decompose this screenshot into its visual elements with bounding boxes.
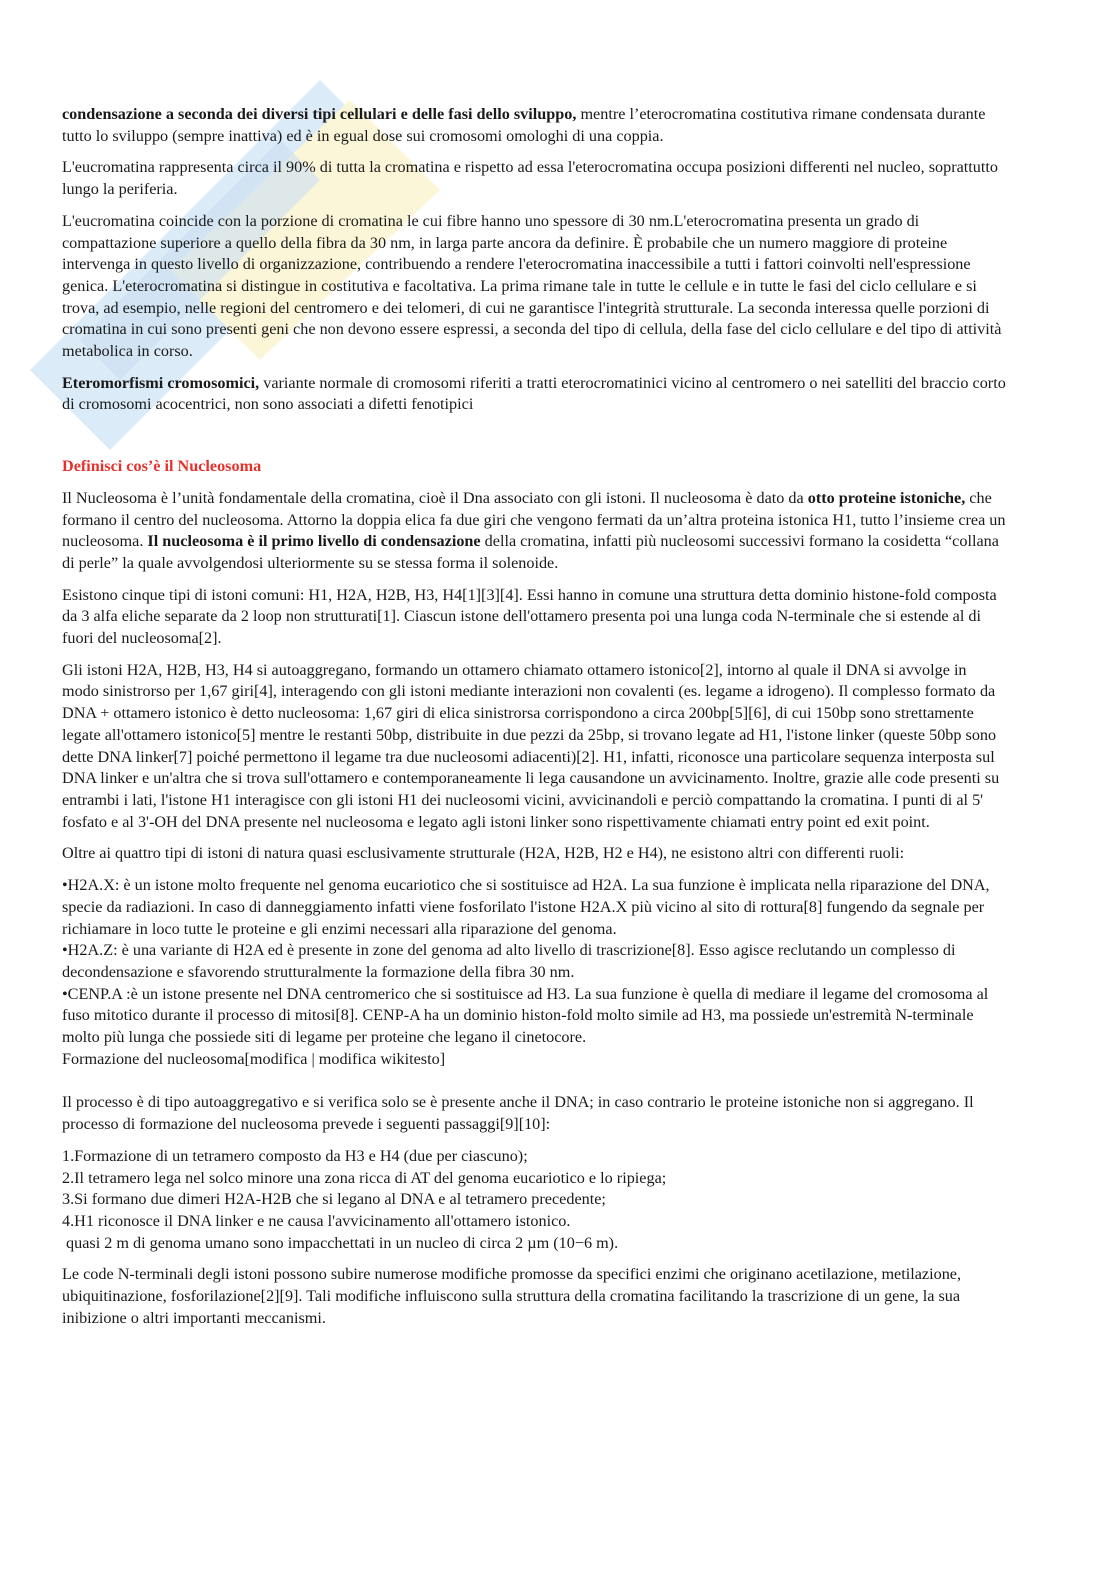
list-item: •H2A.X: è un istone molto frequente nel genoma eucariotico che si sostituisce ad H2A. La sua funzione è implicata nella riparazione del DNA, specie da radiazioni. In caso di danneggiamento infatti viene fosforilato l'istone H2A.X più vicino al sito di rottura[8] fungendo da segnale per richiamare in loco tutte le proteine e gli enzimi necessari alla riparazione del genoma. [62,876,990,938]
paragraph-euchromatin-fiber: L'eucromatina coincide con la porzione di cromatina le cui fibre hanno uno spessore di 30 nm.L'eterocromatina presenta un grado di compattazione superiore a quello della fibra da 30 nm, in larga parte ancora da definire. È probabile che un numero maggiore di proteine intervenga in questo livello di organizzazione, contribuendo a rendere l'eterocromatina inaccessibile a tutti i fattori coinvolti nell'espressione genica. L'eterocromatina si distingue in costitutiva e facoltativa. La prima rimane tale in tutte le cellule e in tutte le fasi del ciclo cellulare e si trova, ad esempio, nelle regioni del centromero e dei telomeri, di cui ne garantisce l'integrità strutturale. La seconda interessa quelle porzioni di cromatina in cui sono presenti geni che non devono essere espressi, a seconda del tipo di cellula, della fase del ciclo cellulare e del tipo di attività metabolica in corso. [62,211,1002,361]
paragraph-formation-process: Il processo è di tipo autoaggregativo e si verifica solo se è presente anche il DNA; in caso contrario le proteine istoniche non si aggregano. Il processo di formazione del nucleosoma prevede i seguenti passaggi[9][10]: [62,1093,974,1134]
list-item: Formazione del nucleosoma[modifica | modifica wikitesto] [62,1049,446,1068]
text: mentre l’eterocromatina costitutiva rimane condensata durante tutto lo sviluppo (sempre inattiva) ed è in egual dose sui cromosomi omologhi di una coppia. [62,105,986,145]
bold-text: otto proteine istoniche, [807,488,966,507]
list-item: 2.Il tetramero lega nel solco minore una zona ricca di AT del genoma eucariotico e lo ripiega; [62,1168,667,1187]
bold-text: condensazione a seconda dei diversi tipi cellulari e delle fasi dello sviluppo, [62,105,577,123]
paragraph-heterochromatin-intro [62,104,1007,147]
document-page [62,104,1007,1339]
text: Il Nucleosoma è l’unità fondamentale della cromatina, cioè il Dna associato con gli istoni. Il nucleosoma è dato da [62,488,808,507]
paragraph-modifications: Le code N-terminali degli istoni possono subire numerose modifiche promosse da specifici enzimi che originano acetilazione, metilazione, ubiquitinazione, fosforilazione[2][9]. Tali modifiche influiscono sulla struttura della cromatina facilitando la trascrizione di un gene, la sua inibizione o altri importanti meccanismi. [62,1265,962,1327]
formation-steps-list [62,1146,1007,1255]
bold-text: Il nucleosoma è il primo livello di condensazione [147,532,481,551]
paragraph-nucleosome-def [62,488,1007,575]
section-heading: Definisci cos’è il Nucleosoma [62,457,262,476]
list-item: 4.H1 riconosce il DNA linker e ne causa l'avvicinamento all'ottamero istonico. [62,1211,571,1230]
paragraph-heteromorphisms [62,373,1007,416]
text: variante normale di cromosomi riferiti a tratti eterocromatinici vicino al centromero o nei satelliti del braccio corto di cromosomi acocentrici, non sono associati a difetti fenotipici [62,373,1006,414]
paragraph-octamer: Gli istoni H2A, H2B, H3, H4 si autoaggregano, formando un ottamero chiamato ottamero istonico[2], intorno al quale il DNA si avvolge in modo sinistrorso per 1,67 giri[4], interagendo con gli istoni mediante interazioni non covalenti (es. legame a idrogeno). Il complesso formato da DNA + ottamero istonico è detto nucleosoma: 1,67 giri di elica sinistrorsa corrispondono a circa 200bp[5][6], di cui 150bp sono strettamente legate all'ottamero istonico[5] mentre le restanti 50bp, distribuite in due pezzi da 25bp, si trovano legate ad H1, l'istone linker (queste 50bp sono dette DNA linker[7] poiché permettono il legame tra due nucleosomi adiacenti)[2]. H1, infatti, riconosce una particolare sequenza interposta sul DNA linker e un'altra che si trova sull'ottamero e contemporaneamente li lega causandone un avvicinamento. Inoltre, grazie alle code presenti su entrambi i lati, l'istone H1 interagisce con gli istoni H1 dei nucleosomi vicini, avvicinandoli e perciò compattando la cromatina. I punti di al 5' fosfato e al 3'-OH del DNA presente nel nucleosoma e legato agli istoni linker sono rispettivamente chiamati entry point ed exit point. [62,660,1000,831]
text: che formano il centro del nucleosoma. Attorno la doppia elica fa due giri che vengono fermati da un’altra proteina istonica H1, tutto l’insieme crea un nucleosoma. [62,488,1006,551]
histone-variants-list [62,875,1007,1070]
paragraph-euchromatin-percent: L'eucromatina rappresenta circa il 90% di tutta la cromatina e rispetto ad essa l'eterocromatina occupa posizioni differenti nel nucleo, soprattutto lungo la periferia. [62,158,998,199]
list-item: 1.Formazione di un tetramero composto da H3 e H4 (due per ciascuno); [62,1146,528,1165]
text: della cromatina, infatti più nucleosomi successivi formano la cosidetta “collana di perle” la quale avvolgendosi ulteriormente su se stessa forma il solenoide. [62,532,999,572]
list-item: •H2A.Z: è una variante di H2A ed è presente in zone del genoma ad alto livello di trascrizione[8]. Esso agisce reclutando un complesso di decondensazione e sfavorendo strutturalmente la formazione della fibra 30 nm. [62,941,956,981]
list-item: 3.Si formano due dimeri H2A-H2B che si legano al DNA e al tetramero precedente; [62,1190,606,1209]
paragraph-other-histones: Oltre ai quattro tipi di istoni di natura quasi esclusivamente strutturale (H2A, H2B, H2 e H4), ne esistono altri con differenti ruoli: [62,844,905,863]
list-item: quasi 2 m di genoma umano sono impacchettati in un nucleo di circa 2 µm (10−6 m). [62,1233,619,1252]
paragraph-histone-types: Esistono cinque tipi di istoni comuni: H1, H2A, H2B, H3, H4[1][3][4]. Essi hanno in comune una struttura detta dominio histone-fold composta da 3 alfa eliche separate da 2 loop non strutturati[1]. Ciascun istone dell'ottamero presenta poi una lunga coda N-terminale che si estende al di fuori del nucleosoma[2]. [62,585,997,648]
list-item: •CENP.A :è un istone presente nel DNA centromerico che si sostituisce ad H3. La sua funzione è quella di mediare il legame del cromosoma al fuso mitotico durante il processo di mitosi[8]. CENP-A ha un dominio histon-fold molto simile ad H3, ma possiede un'estremità N-terminale molto più lunga che possiede siti di legame per proteine che legano il cinetocore. [62,984,989,1047]
bold-text: Eteromorfismi cromosomici, [62,373,260,392]
